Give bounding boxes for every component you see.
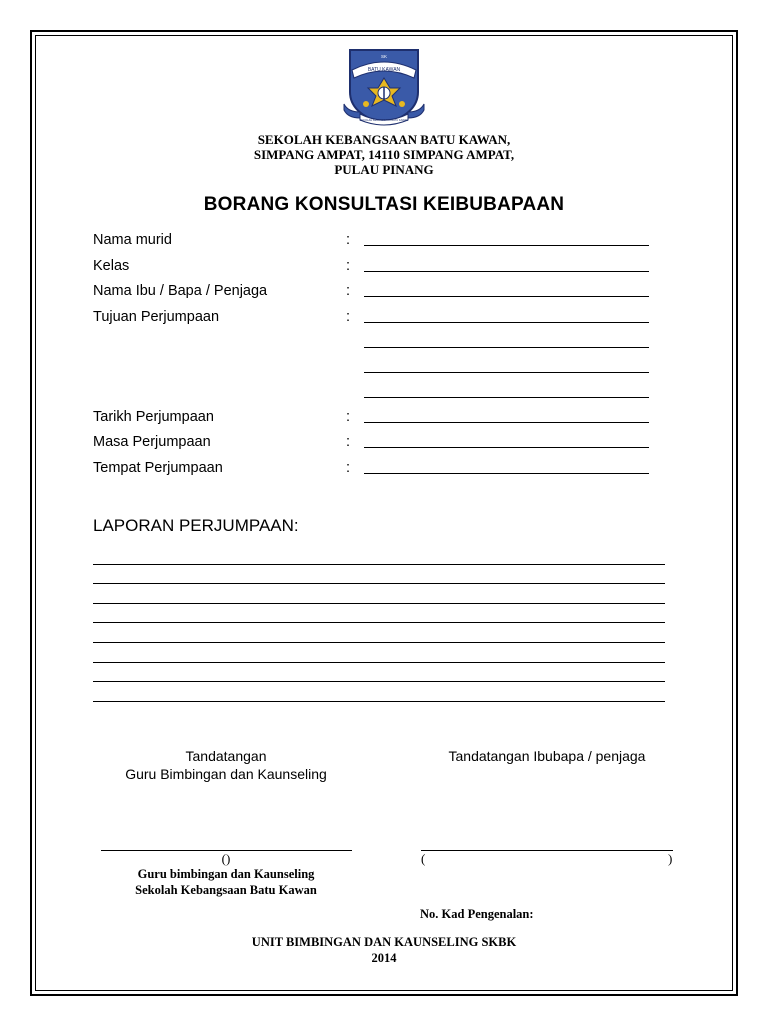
field-label-tujuan: Tujuan Perjumpaan bbox=[93, 309, 220, 325]
report-line[interactable] bbox=[93, 701, 665, 702]
teacher-signature-label-line2: Guru Bimbingan dan Kaunseling bbox=[125, 766, 327, 782]
field-line-tujuan-4[interactable] bbox=[364, 397, 649, 398]
field-colon: : bbox=[346, 460, 351, 476]
parent-signature-label: Tandatangan Ibubapa / penjaga bbox=[448, 748, 646, 764]
report-line[interactable] bbox=[93, 564, 665, 565]
footer bbox=[0, 934, 768, 966]
parent-name-paren-open: ( bbox=[421, 851, 426, 866]
parent-signature-line[interactable] bbox=[421, 850, 673, 851]
field-label-tempat: Tempat Perjumpaan bbox=[93, 460, 223, 476]
crest-text-sk: SK bbox=[380, 54, 388, 59]
crest-text-name: BATU KAWAN bbox=[367, 67, 401, 73]
field-colon: : bbox=[346, 232, 351, 248]
field-label-tarikh: Tarikh Perjumpaan bbox=[93, 409, 214, 425]
field-colon: : bbox=[346, 434, 351, 450]
teacher-caption-line1: Guru bimbingan dan Kaunseling bbox=[137, 867, 315, 881]
teacher-caption-line2: Sekolah Kebangsaan Batu Kawan bbox=[135, 883, 317, 897]
field-colon: : bbox=[346, 283, 351, 299]
school-crest-logo bbox=[342, 44, 426, 128]
field-colon: : bbox=[346, 309, 351, 325]
school-address-1: SIMPANG AMPAT, 14110 SIMPANG AMPAT, bbox=[253, 147, 515, 162]
ic-number-label: No. Kad Pengenalan: bbox=[420, 907, 534, 921]
field-line-masa[interactable] bbox=[364, 447, 649, 448]
report-heading: LAPORAN PERJUMPAAN: bbox=[93, 516, 299, 535]
report-line[interactable] bbox=[93, 603, 665, 604]
crest-text-ribbon: SEKOLAH KEBANGSAAN BATU KAWAN bbox=[359, 119, 409, 122]
field-line-nama-murid[interactable] bbox=[364, 245, 649, 246]
field-line-tujuan-2[interactable] bbox=[364, 347, 649, 348]
teacher-signature-label bbox=[100, 747, 352, 783]
field-line-tarikh[interactable] bbox=[364, 422, 649, 423]
report-line[interactable] bbox=[93, 583, 665, 584]
teacher-signature-label-line1: Tandatangan bbox=[185, 748, 267, 764]
report-line[interactable] bbox=[93, 622, 665, 623]
field-label-kelas: Kelas bbox=[93, 258, 130, 274]
report-line[interactable] bbox=[93, 681, 665, 682]
footer-unit: UNIT BIMBINGAN DAN KAUNSELING SKBK bbox=[251, 935, 517, 949]
school-header bbox=[0, 132, 768, 177]
parent-name-paren-close: ) bbox=[668, 851, 673, 866]
school-address-2: PULAU PINANG bbox=[334, 162, 434, 177]
field-colon: : bbox=[346, 409, 351, 425]
field-label-masa: Masa Perjumpaan bbox=[93, 434, 211, 450]
field-line-nama-ibu-bapa[interactable] bbox=[364, 296, 649, 297]
footer-year: 2014 bbox=[371, 951, 397, 965]
field-label-nama-murid: Nama murid bbox=[93, 232, 172, 248]
field-label-nama-ibu-bapa: Nama Ibu / Bapa / Penjaga bbox=[93, 283, 268, 299]
field-line-tujuan-3[interactable] bbox=[364, 372, 649, 373]
field-line-kelas[interactable] bbox=[364, 271, 649, 272]
school-name: SEKOLAH KEBANGSAAN BATU KAWAN, bbox=[257, 132, 511, 147]
report-line[interactable] bbox=[93, 642, 665, 643]
field-colon: : bbox=[346, 258, 351, 274]
field-line-tujuan-1[interactable] bbox=[364, 322, 649, 323]
page-border-inner bbox=[35, 35, 733, 991]
teacher-name-parens[interactable]: () bbox=[221, 851, 231, 866]
report-line[interactable] bbox=[93, 662, 665, 663]
field-line-tempat[interactable] bbox=[364, 473, 649, 474]
form-title: BORANG KONSULTASI KEIBUBAPAAN bbox=[203, 194, 565, 215]
teacher-caption bbox=[100, 866, 352, 898]
